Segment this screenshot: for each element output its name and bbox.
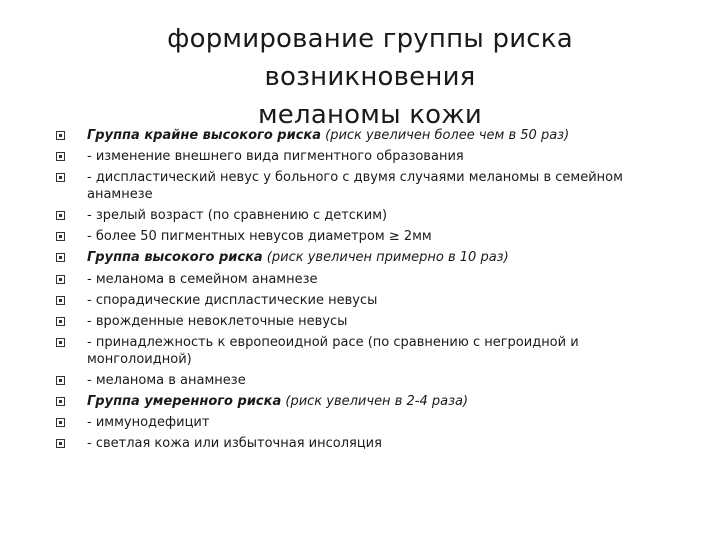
list-item-text: - спорадические диспластические невусы: [87, 292, 378, 308]
list-item: [56, 272, 656, 288]
slide-title-line-2: меланомы кожи: [257, 100, 482, 130]
list-item-text: - светлая кожа или избыточная инсоляция: [87, 436, 382, 452]
slide-title: [60, 20, 680, 134]
checkbox-bullet-icon: [56, 376, 65, 385]
group-note: (риск увеличен более чем в 50 раз): [321, 128, 570, 143]
group-heading: Группа крайне высокого риска: [87, 128, 321, 143]
list-item: [56, 128, 656, 144]
checkbox-bullet-icon: [56, 275, 65, 284]
checkbox-bullet-icon: [56, 296, 65, 305]
group-note: (риск увеличен примерно в 10 раз): [262, 250, 509, 266]
checkbox-bullet-icon: [56, 173, 65, 182]
checkbox-bullet-icon: [56, 418, 65, 427]
list-item: [56, 250, 656, 266]
checkbox-bullet-icon: [56, 152, 65, 161]
checkbox-bullet-icon: [56, 211, 65, 220]
list-item: [56, 373, 656, 389]
slide-title-line-1: формирование группы риска возникновения: [167, 24, 573, 92]
list-item: [56, 208, 656, 224]
group-heading: Группа умеренного риска: [87, 394, 282, 410]
checkbox-bullet-icon: [56, 232, 65, 241]
list-item-text: - меланома в анамнезе: [87, 372, 246, 388]
group-note: (риск увеличен в 2-4 раза): [281, 394, 469, 410]
risk-group-list: [56, 128, 656, 458]
list-item-text: - меланома в семейном анамнезе: [87, 271, 318, 287]
checkbox-bullet-icon: [56, 439, 65, 448]
list-item: [56, 149, 656, 165]
checkbox-bullet-icon: [56, 253, 65, 262]
list-item-text: - врожденные невоклеточные невусы: [87, 314, 348, 330]
list-item-text: - принадлежность к европеоидной расе (по сравнению с негроидной и монголоидной): [87, 335, 579, 367]
list-item: [56, 293, 656, 309]
checkbox-bullet-icon: [56, 338, 65, 347]
list-item-text: - изменение внешнего вида пигментного образования: [87, 149, 464, 165]
checkbox-bullet-icon: [56, 131, 65, 140]
list-item-text: - зрелый возраст (по сравнению с детским): [87, 208, 388, 224]
list-item: [56, 394, 656, 410]
checkbox-bullet-icon: [56, 317, 65, 326]
list-item: [56, 335, 656, 368]
list-item: [56, 436, 656, 452]
list-item: [56, 415, 656, 431]
list-item: [56, 314, 656, 330]
list-item: [56, 170, 656, 203]
checkbox-bullet-icon: [56, 397, 65, 406]
list-item-text: - более 50 пигментных невусов диаметром ≥ 2мм: [87, 229, 432, 245]
list-item-text: - иммунодефицит: [87, 415, 210, 431]
group-heading: Группа высокого риска: [87, 250, 263, 266]
list-item-text: - диспластический невус у больного с двумя случаями меланомы в семейном анамнезе: [87, 170, 623, 202]
list-item: [56, 229, 656, 245]
